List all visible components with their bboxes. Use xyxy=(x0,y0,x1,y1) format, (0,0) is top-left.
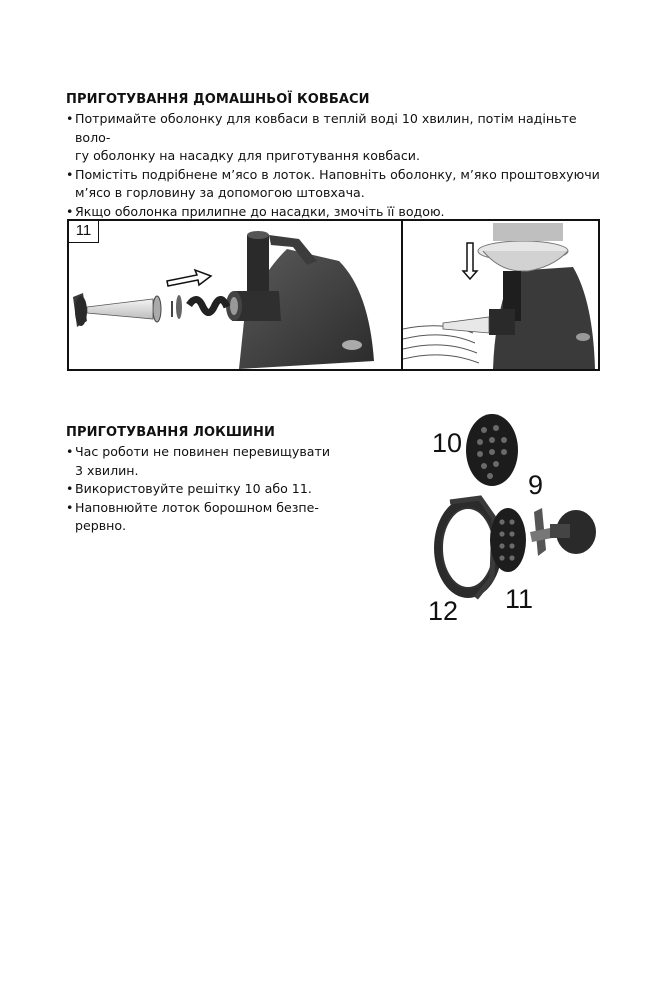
noodle-step-1 xyxy=(66,443,346,480)
part-number-12: 12 xyxy=(428,596,459,626)
sausage-filling-illustration xyxy=(403,221,598,369)
sausage-step-2 xyxy=(66,166,614,203)
sausage-assembly-figure xyxy=(67,219,600,371)
noodle-instructions xyxy=(66,443,346,536)
sausage-section-title: ПРИГОТУВАННЯ ДОМАШНЬОЇ КОВБАСИ xyxy=(66,92,370,107)
sausage-step-2-line-2: м’ясо в горловину за допомогою штовхача. xyxy=(75,185,365,200)
sausage-step-1-line-2: гу оболонку на насадку для приготування ковбаси. xyxy=(75,148,420,163)
noodle-step-2-line-1: Використовуйте решітку 10 або 11. xyxy=(75,481,312,496)
sausage-step-3-line-1: Якщо оболонка прилипне до насадки, змочіть її водою. xyxy=(75,203,445,219)
noodle-step-3-line-2: рервно. xyxy=(75,518,127,533)
sausage-step-2-line-1: Помістіть подрібнене м’ясо в лоток. Наповніть оболонку, м’яко проштовхуючи xyxy=(75,166,600,182)
part-number-10: 10 xyxy=(432,428,463,458)
noodle-step-1-line-1: Час роботи не повинен перевищувати xyxy=(75,444,331,459)
sausage-attachment-assembly-illustration xyxy=(69,221,401,369)
noodle-step-3 xyxy=(66,499,346,536)
noodle-step-2 xyxy=(66,480,346,499)
sausage-step-1-line-1: Потримайте оболонку для ковбаси в теплій воді 10 хвилин, потім надіньте воло- xyxy=(75,111,577,145)
sausage-instructions xyxy=(66,110,614,221)
figure-number: 11 xyxy=(69,221,99,243)
sausage-step-1 xyxy=(66,110,614,166)
noodle-section-title: ПРИГОТУВАННЯ ЛОКШИНИ xyxy=(66,425,275,440)
noodle-step-3-line-1: Наповнюйте лоток борошном безпе- xyxy=(75,499,319,515)
part-number-11: 11 xyxy=(505,584,534,614)
noodle-step-1-line-2: 3 хвилин. xyxy=(75,462,139,478)
part-number-9: 9 xyxy=(528,470,544,500)
